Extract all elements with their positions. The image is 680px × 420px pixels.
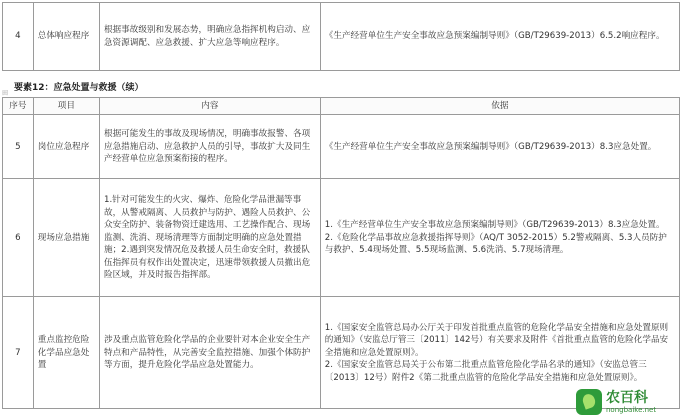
watermark-url: nongbaike.net [606, 405, 657, 414]
header-no: 序号 [3, 98, 34, 115]
header-item: 项目 [33, 98, 99, 115]
row-content: 涉及重点监管危险化学品的企业要针对本企业安全生产特点和产品特性，从完善安全监控措施、加强个体防护等方面，提升危险化学品应急处置能力。 [99, 297, 320, 409]
row-content: 根据可能发生的事故及现场情况，明确事故报警、各项应急措施启动、应急救护人员的引导，事故扩大及同生产经营单位应急预案衔接的程序。 [99, 115, 320, 179]
row-basis: 《生产经营单位生产安全事故应急预案编制导则》（GB/T29639-2013）6.5.2响应程序。 [320, 3, 679, 71]
table-row [3, 3, 680, 71]
row-item: 岗位应急程序 [33, 115, 99, 179]
row-basis [320, 179, 679, 297]
row-item: 总体响应程序 [33, 3, 99, 71]
row-number: 7 [3, 297, 34, 409]
row-number: 4 [3, 3, 34, 71]
site-watermark [576, 386, 674, 418]
basis-line: 1.《国家安全监管总局办公厅关于印发首批重点监管的危险化学品安全措施和应急处置原则的通知》（安监总厅管三〔2011〕142号）有关要求及附件《首批重点监管的危险化学品安全措施和应急处置原则》。 [324, 322, 669, 358]
header-content: 内容 [99, 98, 320, 115]
table-row [3, 115, 680, 179]
row-number: 5 [3, 115, 34, 179]
table-handle-mark: 田 [2, 90, 9, 97]
row-content: 1.针对可能发生的火灾、爆炸、危险化学品泄漏等事故，从警戒隔离、人员救护与防护、遇险人员救护、公众安全防护、装备物资迁建选用、工艺操作配合、现场监测、洗消、现场清理等方面制定明确的应急处置措施；2.遇到突发情况危及救援人员生命安全时，救援队伍指挥员有权作出处置决定，迅速带领救援人员撤出危险区域，并及时报告指挥部。 [99, 179, 320, 297]
row-number: 6 [3, 179, 34, 297]
row-basis [320, 115, 679, 179]
table-top [2, 2, 680, 71]
basis-line: 《生产经营单位生产安全事故应急预案编制导则》（GB/T29639-2013）8.3应急处置。 [324, 141, 657, 152]
section-title: 要素12：应急处置与救援（续） [14, 83, 144, 93]
row-item: 现场应急措施 [33, 179, 99, 297]
row-content: 根据事故级别和发展态势，明确应急指挥机构启动、应急资源调配、应急救援、扩大应急等响应程序。 [99, 3, 320, 71]
basis-line: 2.《国家安全监管总局关于公布第二批重点监管危险化学品名录的通知》（安监总管三〔2013〕12号）附件2《第二批重点监管的危险化学品安全措施和应急处置原则》。 [324, 360, 647, 383]
row-item: 重点监控危险化学品应急处置 [33, 297, 99, 409]
table-header-row [3, 98, 680, 115]
table-main [2, 97, 680, 409]
table-row [3, 179, 680, 297]
watermark-title: 农百科 [606, 389, 648, 406]
header-basis: 依据 [320, 98, 679, 115]
basis-line: 1.《生产经营单位生产安全事故应急预案编制导则》（GB/T29639-2013）8.3应急处置。 [324, 220, 665, 231]
leaf-logo-icon [576, 389, 602, 415]
basis-line: 2.《危险化学品事故应急救援指挥导则》（AQ/T 3052-2015）5.2警戒隔离、5.3人员防护与救护、5.4现场处置、5.5现场监测、5.6洗消、5.7现场清理。 [324, 232, 667, 256]
